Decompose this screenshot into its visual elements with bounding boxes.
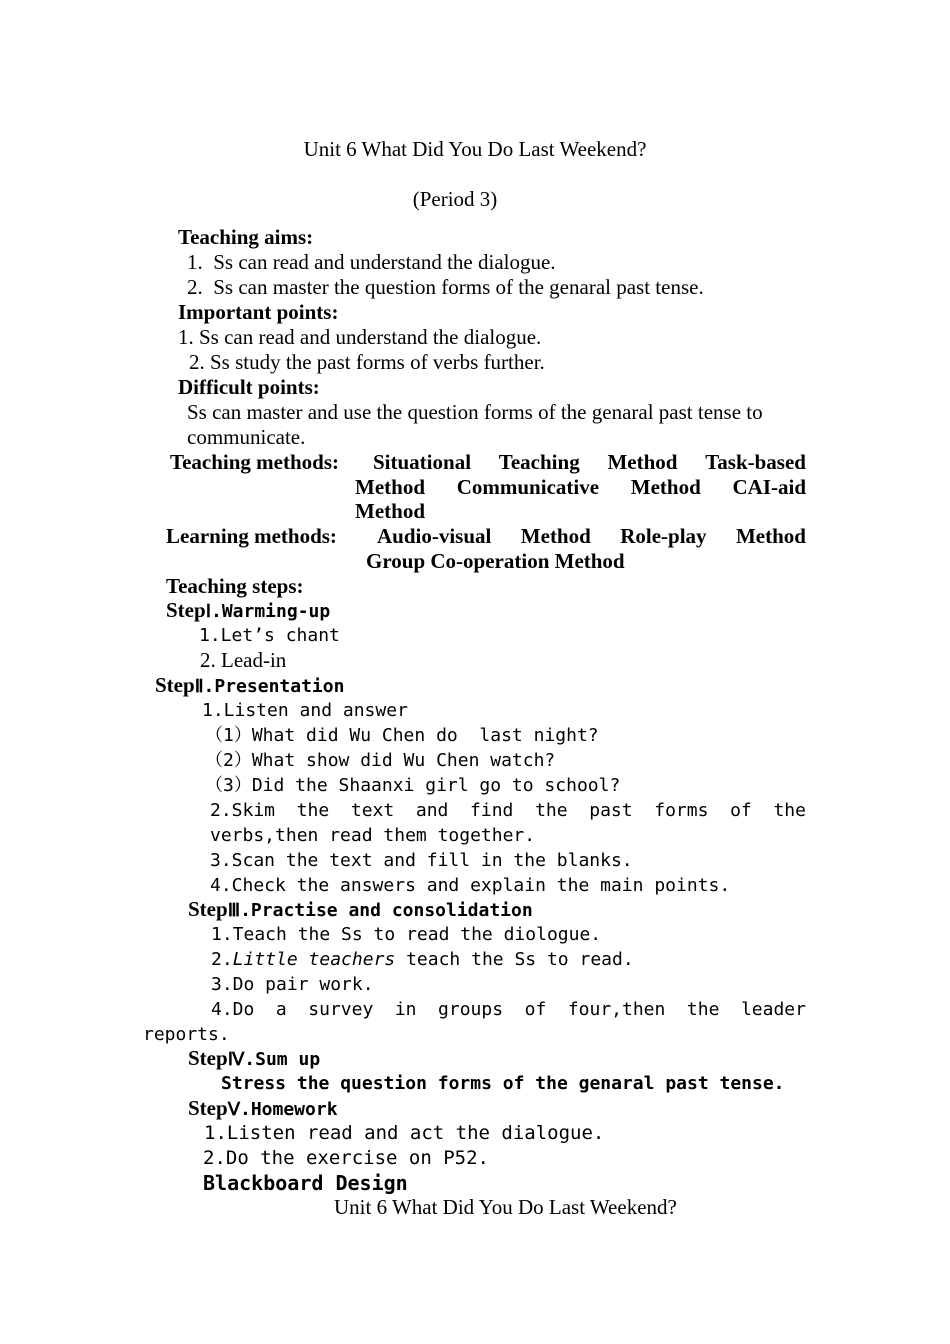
- method-word: Task-based: [705, 450, 806, 474]
- word: groups: [438, 999, 504, 1020]
- step-item: 1.Teach the Ss to read the diologue.: [211, 924, 602, 945]
- step-item: 3.Scan the text and fill in the blanks.: [210, 850, 633, 871]
- method-word: Method: [520, 524, 591, 548]
- important-point-item: 2. Ss study the past forms of verbs further.: [189, 350, 545, 374]
- word: survey: [308, 999, 374, 1020]
- word: the: [773, 800, 806, 821]
- teaching-aims-heading: Teaching aims:: [178, 225, 314, 249]
- period-subtitle: (Period 3): [412, 187, 498, 211]
- page-title: Unit 6 What Did You Do Last Weekend?: [303, 137, 647, 161]
- teaching-methods-label: Teaching methods:: [170, 450, 339, 474]
- step-item: （1）What did Wu Chen do last night?: [205, 725, 599, 746]
- word: find: [470, 800, 514, 821]
- word: four,then: [567, 999, 666, 1020]
- method-word: Audio-visual: [377, 524, 492, 548]
- word: forms: [654, 800, 709, 821]
- step-title: Ⅳ.Sum up: [227, 1049, 321, 1070]
- method-word: Situational: [373, 450, 472, 474]
- important-points-heading: Important points:: [178, 300, 339, 324]
- step-item: 2. Lead-in: [200, 648, 287, 672]
- teaching-methods-line: [355, 475, 806, 500]
- word: a: [275, 999, 287, 1020]
- step-label: Step: [188, 897, 228, 921]
- step-title: Ⅲ.Practise and consolidation: [227, 900, 533, 921]
- step-text: Stress the question forms of the genaral past tense.: [221, 1073, 785, 1094]
- step-1-heading: [166, 598, 330, 623]
- learning-methods-line: Group Co-operation Method: [366, 549, 625, 573]
- learning-methods-label: Learning methods:: [166, 524, 337, 548]
- word: the: [686, 999, 720, 1020]
- step-item: verbs,then read them together.: [210, 825, 536, 846]
- teaching-aim-item: 2. Ss can master the question forms of the genaral past tense.: [187, 275, 704, 299]
- word: of: [730, 800, 752, 821]
- method-word: Role-play: [620, 524, 707, 548]
- step-title: Ⅰ.Warming-up: [205, 601, 331, 622]
- step-item: [210, 798, 806, 823]
- step-title: Ⅴ.Homework: [227, 1099, 338, 1120]
- step-3-heading: [188, 897, 533, 922]
- method-word: Method: [630, 475, 701, 499]
- step-item: reports.: [143, 1024, 230, 1045]
- method-word: CAI-aid: [732, 475, 806, 499]
- step-item: 3.Do pair work.: [211, 974, 374, 995]
- step-label: Step: [188, 1096, 228, 1120]
- step-item: （3）Did the Shaanxi girl go to school?: [205, 775, 621, 796]
- step-item: [211, 997, 806, 1022]
- step-label: Step: [188, 1046, 228, 1070]
- method-word: Teaching: [498, 450, 580, 474]
- blackboard-title: Unit 6 What Did You Do Last Weekend?: [334, 1195, 677, 1219]
- method-word: Method: [735, 524, 806, 548]
- difficult-points-heading: Difficult points:: [178, 375, 320, 399]
- step-item: （2）What show did Wu Chen watch?: [205, 750, 556, 771]
- teaching-methods-line: [373, 450, 806, 475]
- teaching-steps-heading: Teaching steps:: [166, 574, 304, 598]
- method-word: Communicative: [456, 475, 600, 499]
- word: 4.Do: [211, 999, 255, 1020]
- item-text: teach the Ss to read.: [395, 949, 634, 970]
- important-point-item: 1. Ss can read and understand the dialogue.: [178, 325, 542, 349]
- step-5-heading: [188, 1096, 338, 1121]
- word: the: [296, 800, 330, 821]
- step-item: 4.Check the answers and explain the main points.: [210, 875, 731, 896]
- method-word: Method: [607, 450, 678, 474]
- difficult-points-text: Ss can master and use the question forms of the genaral past tense to: [187, 400, 763, 424]
- step-item: 2.Do the exercise on P52.: [203, 1147, 489, 1169]
- word: leader: [740, 999, 806, 1020]
- step-item: 1.Let’s chant: [199, 625, 340, 646]
- word: and: [415, 800, 449, 821]
- word: in: [394, 999, 417, 1020]
- method-word: Method: [355, 475, 425, 499]
- learning-methods-line: [377, 524, 806, 549]
- word: text: [350, 800, 395, 821]
- step-item: 1.Listen and answer: [202, 700, 408, 721]
- step-2-heading: [155, 673, 344, 698]
- word: the: [535, 800, 568, 821]
- step-title: Ⅱ.Presentation: [194, 676, 345, 697]
- step-item: 1.Listen read and act the dialogue.: [204, 1122, 605, 1144]
- step-item: [211, 947, 634, 972]
- teaching-aim-item: 1. Ss can read and understand the dialogue.: [187, 250, 556, 274]
- teaching-methods-line: Method: [355, 499, 425, 523]
- word: of: [524, 999, 547, 1020]
- step-label: Step: [155, 673, 195, 697]
- word: 2.Skim: [210, 800, 276, 821]
- italic-phrase: Little teachers: [232, 949, 396, 970]
- difficult-points-text: communicate.: [187, 425, 306, 449]
- step-label: Step: [166, 598, 206, 622]
- item-number: 2.: [211, 949, 233, 970]
- blackboard-heading: Blackboard Design: [203, 1171, 408, 1195]
- word: past: [589, 800, 633, 821]
- step-4-heading: [188, 1046, 320, 1071]
